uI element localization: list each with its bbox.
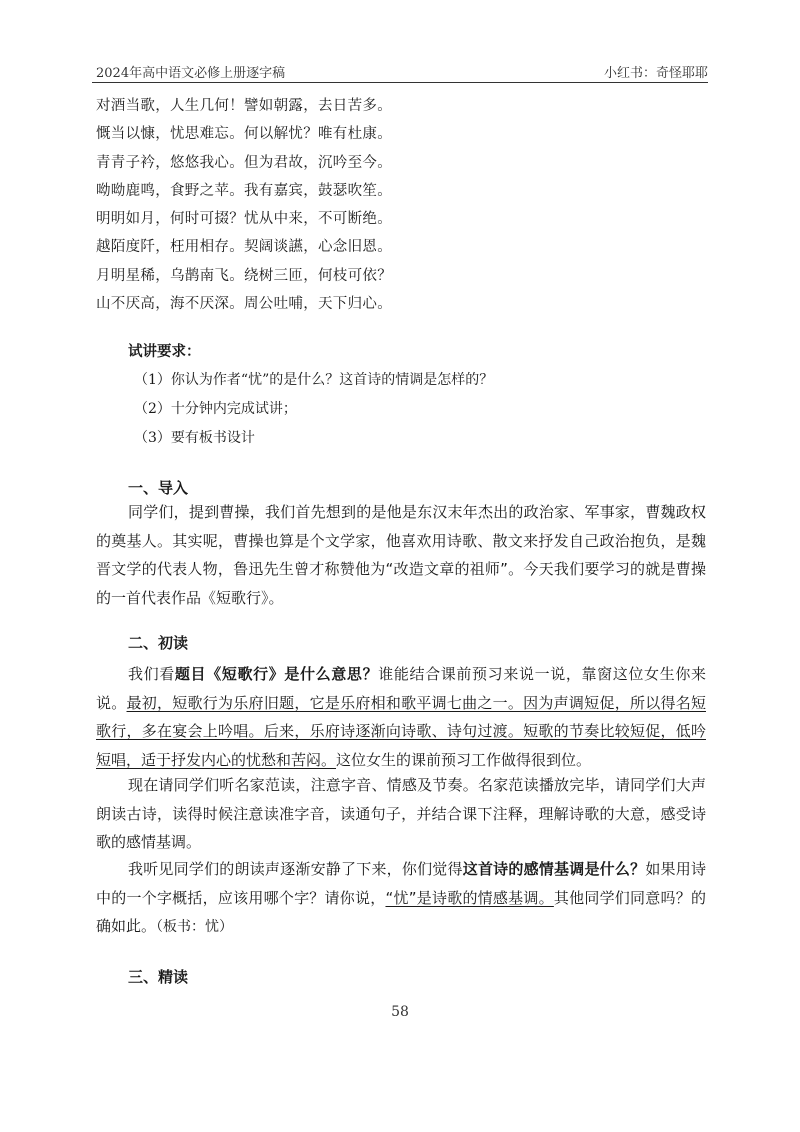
- underlined-answer: “忧”是诗歌的情感基调。: [385, 888, 554, 907]
- lecture-requirements: [128, 338, 708, 453]
- requirement-item: （3）要有板书设计: [134, 430, 255, 446]
- poem-line: 青青子衿，悠悠我心。但为君故，沉吟至今。: [96, 154, 392, 171]
- section-heading-close-reading: 三、精读: [128, 968, 189, 986]
- first-reading-paragraph-2: 现在请同学们听名家范读，注意字音、情感及节奏。名家范读播放完毕，请同学们大声朗读古诗，读得时候注意读准字音，读通句子，并结合课下注释，理解诗歌的大意，感受诗歌的感情基调。: [96, 776, 706, 851]
- intro-paragraph: 同学们，提到曹操，我们首先想到的是他是东汉末年杰出的政治家、军事家，曹魏政权的奠基人。其实呢，曹操也算是个文学家，他喜欢用诗歌、散文来抒发自己政治抱负，是魏晋文学的代表人物，鲁迅先生曾才称赞他为“改造文章的祖师”。今天我们要学习的就是曹操的一首代表作品《短歌行》。: [96, 503, 706, 607]
- text-run: 如果用诗中的一个字概括，应该用哪个字？请你说，: [96, 860, 706, 907]
- bold-question: 这首诗的感情基调是什么？: [462, 860, 646, 878]
- header-title: 2024年高中语文必修上册逐字稿: [96, 66, 286, 81]
- poem-line: 明明如月，何时可掇？忧从中来，不可断绝。: [96, 211, 392, 228]
- first-reading-paragraph-1: [96, 660, 706, 774]
- text-run: 我们看: [128, 665, 175, 683]
- blackboard-note: （板书：忧）: [156, 919, 234, 935]
- text-run: 其他同学们同意吗？的确如此。: [96, 888, 706, 935]
- first-reading-paragraph-3: [96, 855, 706, 942]
- header-divider: [92, 82, 708, 83]
- header-author: 小红书：奇怪耶耶: [603, 66, 708, 81]
- section-heading-intro: 一、导入: [128, 479, 189, 497]
- page-number: 58: [391, 1004, 409, 1020]
- section-heading-first-reading: 二、初读: [128, 634, 189, 652]
- requirement-item: （1）你认为作者“忧”的是什么？这首诗的情调是怎样的？: [134, 372, 494, 388]
- poem-text: [96, 92, 716, 318]
- poem-line: 慨当以慷，忧思难忘。何以解忧？唯有杜康。: [96, 126, 392, 143]
- poem-line: 呦呦鹿鸣，食野之苹。我有嘉宾，鼓瑟吹笙。: [96, 182, 392, 199]
- bold-question: 题目《短歌行》是什么意思？: [174, 665, 379, 683]
- requirement-item: （2）十分钟内完成试讲；: [134, 401, 297, 417]
- text-run: 这位女生的课前预习工作做得很到位。: [336, 750, 592, 769]
- poem-line: 越陌度阡，枉用相存。契阔谈讌，心念旧恩。: [96, 239, 392, 256]
- poem-line: 月明星稀，乌鹊南飞。绕树三匝，何枝可依？: [96, 267, 392, 284]
- text-run: 谁能结合课前预习来说一说，靠窗这位女生你来说。: [96, 665, 706, 712]
- poem-line: 山不厌高，海不厌深。周公吐哺，天下归心。: [96, 296, 392, 313]
- underlined-answer: 最初，短歌行为乐府旧题，它是乐府相和歌平调七曲之一。因为声调短促，所以得名短歌行，多在宴会上吟唱。后来，乐府诗逐渐向诗歌、诗句过渡。短歌的节奏比较短促，低吟短唱，适于抒发内心的忧愁和苦闷。: [96, 693, 706, 769]
- requirements-title: 试讲要求：: [128, 344, 201, 360]
- poem-line: 对酒当歌，人生几何！譬如朝露，去日苦多。: [96, 98, 392, 114]
- text-run: 我听见同学们的朗读声逐渐安静了下来，你们觉得: [128, 860, 463, 878]
